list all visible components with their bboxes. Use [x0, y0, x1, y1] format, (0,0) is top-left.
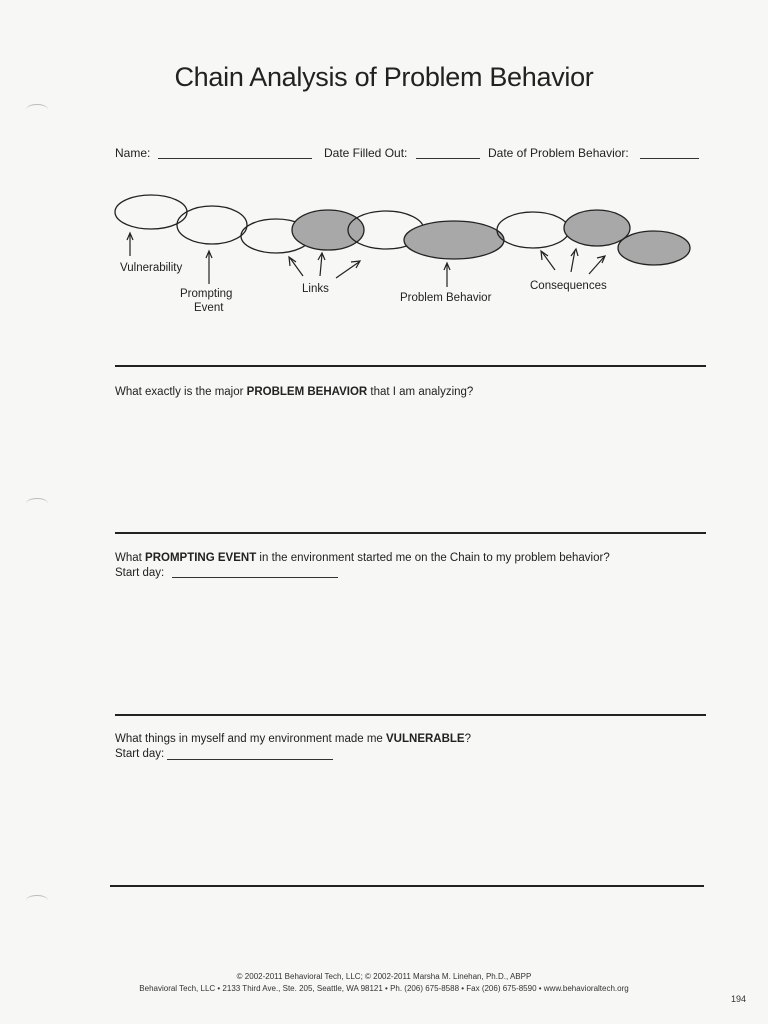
question-text: What things in myself and my environment made me	[115, 733, 387, 745]
problem-behavior-answer-area[interactable]	[115, 405, 706, 525]
prompting-label-line2: Event	[194, 302, 224, 314]
prompting-event-answer-area[interactable]	[115, 590, 706, 708]
binder-hole-mark	[26, 498, 48, 509]
page-title: Chain Analysis of Problem Behavior	[174, 62, 594, 92]
consequences-label: Consequences	[530, 280, 607, 292]
question-text: What	[115, 552, 146, 564]
page-number: 194	[730, 994, 746, 1004]
prompting-event-question	[115, 551, 610, 566]
question-keyword: VULNERABLE	[386, 733, 465, 745]
chain-link-prompting	[177, 206, 247, 244]
vulnerability-answer-area[interactable]	[115, 772, 706, 882]
date-filled-field-line[interactable]	[416, 158, 480, 159]
problem-behavior-label: Problem Behavior	[400, 292, 492, 304]
links-label: Links	[302, 283, 329, 295]
vulnerability-question	[115, 732, 471, 747]
start-day-field-line[interactable]	[167, 759, 333, 760]
date-behavior-field-line[interactable]	[640, 158, 699, 159]
start-day-label: Start day:	[115, 748, 165, 760]
section-divider	[115, 365, 706, 367]
chain-link-vulnerability	[115, 195, 187, 229]
name-label: Name:	[115, 146, 151, 160]
date-behavior-label: Date of Problem Behavior:	[488, 146, 629, 160]
section-divider	[115, 714, 706, 716]
chain-link-shaded	[292, 210, 364, 250]
start-day-field-line[interactable]	[172, 577, 338, 578]
problem-behavior-question	[115, 385, 473, 400]
name-field-line[interactable]	[158, 158, 312, 159]
question-text: in the environment started me on the Chain to my problem behavior?	[256, 552, 610, 564]
date-filled-label: Date Filled Out:	[324, 146, 408, 160]
question-keyword: PROBLEM BEHAVIOR	[246, 386, 368, 398]
contact-line: Behavioral Tech, LLC • 2133 Third Ave., Ste. 205, Seattle, WA 98121 • Ph. (206) 675-8588 • Fax (206) 675-8590 • www.behavioraltech.org	[139, 984, 629, 993]
section-divider	[110, 885, 704, 887]
vulnerability-label: Vulnerability	[120, 262, 183, 274]
question-text: What exactly is the major	[115, 386, 247, 398]
copyright-line: © 2002-2011 Behavioral Tech, LLC; © 2002-2011 Marsha M. Linehan, Ph.D., ABPP	[236, 972, 532, 981]
question-keyword: PROMPTING EVENT	[145, 552, 257, 564]
question-text: ?	[464, 733, 472, 745]
section-divider	[115, 532, 706, 534]
prompting-label-line1: Prompting	[180, 288, 233, 300]
binder-hole-mark	[26, 895, 48, 906]
binder-hole-mark	[26, 104, 48, 115]
question-text: that I am analyzing?	[367, 386, 474, 398]
chain-diagram	[100, 190, 700, 320]
chain-link-problem-behavior	[404, 221, 504, 259]
chain-link-consequence	[618, 231, 690, 265]
chain-link	[497, 212, 569, 248]
chain-link-consequence	[564, 210, 630, 246]
start-day-label: Start day:	[115, 567, 165, 579]
